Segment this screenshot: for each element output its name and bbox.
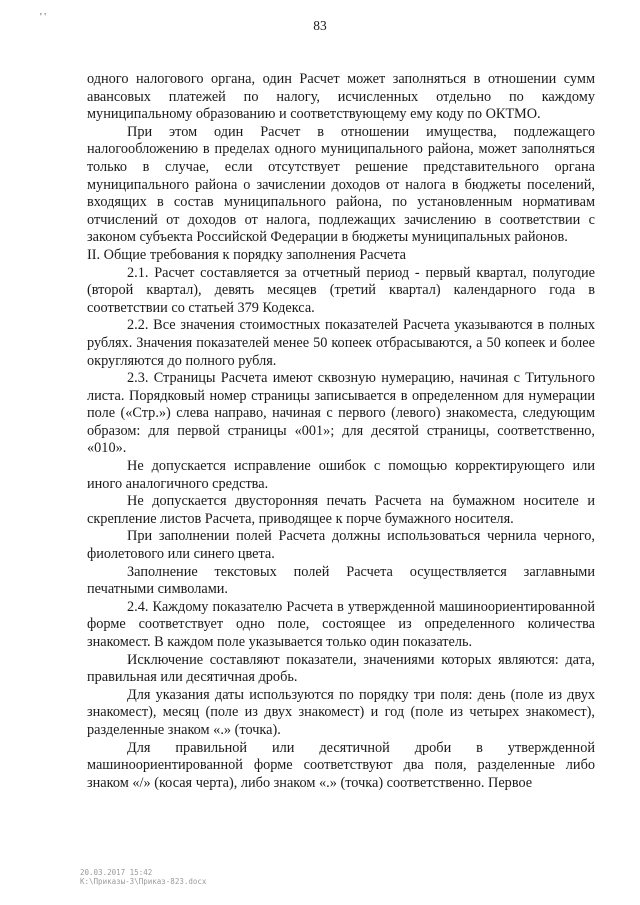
paragraph-2-1: 2.1. Расчет составляется за отчетный период - первый квартал, полугодие (второй квартал), девять месяцев (третий квартал) календарного года в соответствии со статьей 379 Кодекса. — [87, 264, 595, 316]
file-stamp-date: 20.03.2017 15:42 — [80, 868, 153, 877]
section-heading: II. Общие требования к порядку заполнения Расчета — [87, 246, 406, 263]
file-stamp — [80, 868, 206, 886]
paragraph-no-duplex: Не допускается двусторонняя печать Расчета на бумажном носителе и скрепление листов Расчета, приводящее к порче бумажного носителя. — [87, 493, 595, 527]
paragraph-2-2: 2.2. Все значения стоимостных показателей Расчета указываются в полных рублях. Значения показателей менее 50 копеек отбрасываются, а 50 копеек и более округляются до полного рубля. — [87, 317, 595, 369]
paragraph-ink-color: При заполнении полей Расчета должны использоваться чернила черного, фиолетового или синего цвета. — [87, 528, 595, 563]
paragraph-date-fields: Для указания даты используются по порядку три поля: день (поле из двух знакомест), месяц (поле из двух знакомест) и год (поле из четырех знакомест), разделенные знаком «.» (точка). — [87, 686, 595, 738]
paragraph-exceptions: Исключение составляют показатели, значениями которых являются: дата, правильная или десятичная дробь. — [87, 651, 595, 686]
paragraph-continuation: одного налогового органа, один Расчет может заполняться в отношении сумм авансовых платежей по налогу, исчисленных отдельно по каждому муниципальному образованию и соответствующему ему коду по ОКТМО. — [87, 71, 595, 123]
file-stamp-path: К:\Приказы-3\Приказ-823.docx — [80, 877, 207, 886]
paragraph-capital-letters: Заполнение текстовых полей Расчета осуществляется заглавными печатными символами. — [87, 563, 595, 598]
paragraph-municipal-district: При этом один Расчет в отношении имущества, подлежащего налогообложению в пределах одного муниципального района, может заполняться только в случае, если отсутствует решение представительного органа муниципального района о зачислении доходов от налога в бюджеты поселений, входящих в состав муниципального района, по установленным нормативам отчислений от доходов от налога, подлежащих зачислению в соответствии с законом субъекта Российской Федерации в бюджеты муниципальных районов. — [87, 123, 595, 246]
paragraph-2-3: 2.3. Страницы Расчета имеют сквозную нумерацию, начиная с Титульного листа. Порядковый номер страницы записывается в определенном для нумерации поле («Стр.») слева направо, начиная с первого (левого) знакоместа, следующим образом: для первой страницы «001»; для десятой страницы, соответственно, «010». — [87, 370, 595, 457]
paragraph-2-4: 2.4. Каждому показателю Расчета в утвержденной машиноориентированной форме соответствует одно поле, состоящее из определенного количества знакомест. В каждом поле указывается только один показатель. — [87, 598, 595, 650]
corner-mark: ' ' — [40, 12, 47, 23]
paragraph-fraction-fields: Для правильной или десятичной дроби в утвержденной машиноориентированной форме соответствуют два поля, разделенные либо знаком «/» (косая черта), либо знаком «.» (точка) соответственно. Первое — [87, 739, 595, 791]
page-number: 83 — [313, 18, 327, 33]
document-body — [87, 71, 595, 792]
paragraph-no-correction: Не допускается исправление ошибок с помощью корректирующего или иного аналогичного средства. — [87, 458, 595, 492]
